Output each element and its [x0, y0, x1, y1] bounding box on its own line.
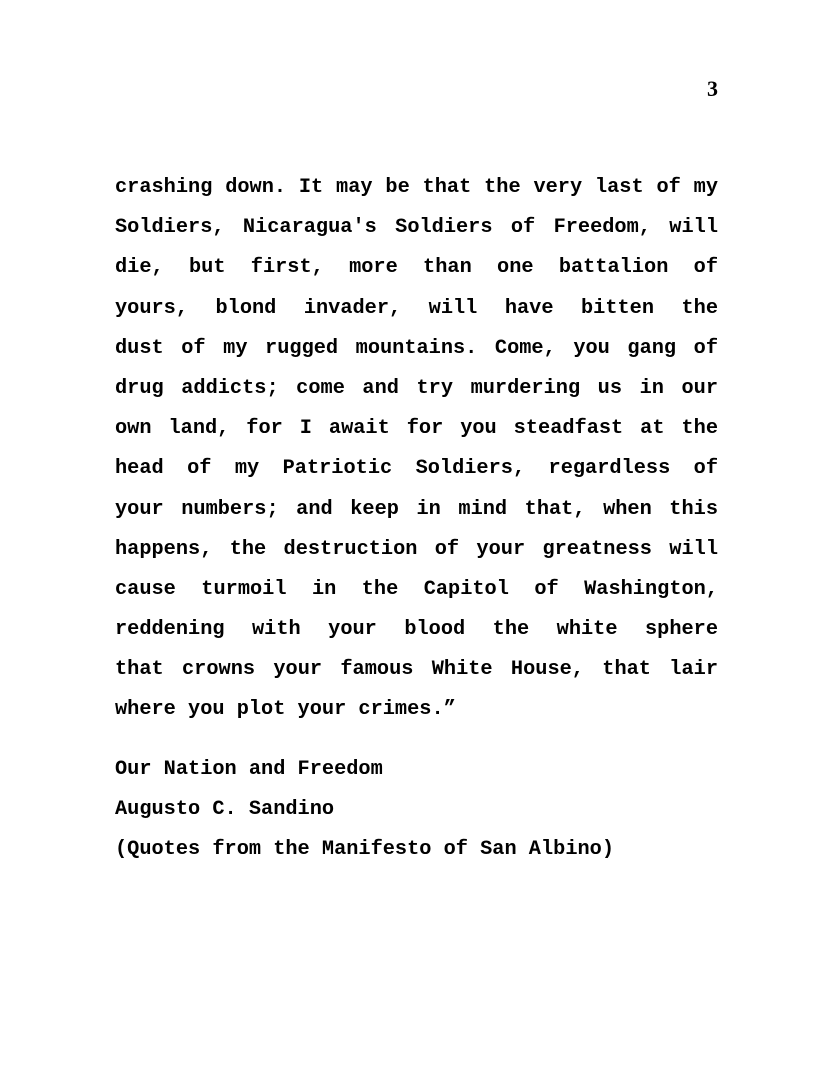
text-line: die, but first, more than one battalion of: [115, 256, 718, 280]
text-line: reddening with your blood the white sphere: [115, 618, 718, 642]
text-line: yours, blond invader, will have bitten the: [115, 296, 718, 320]
text-line: that crowns your famous White House, that lair: [115, 658, 718, 682]
text-line: crashing down. It may be that the very last of my: [115, 176, 718, 199]
text-line: your numbers; and keep in mind that, when this: [115, 497, 718, 521]
quote-body: [115, 168, 718, 731]
text-line: cause turmoil in the Capitol of Washington,: [115, 577, 718, 601]
text-line: happens, the destruction of your greatness will: [115, 537, 718, 561]
signature-source: (Quotes from the Manifesto of San Albino): [115, 838, 614, 862]
signature-title: Our Nation and Freedom: [115, 758, 383, 781]
signature-block: [115, 750, 614, 871]
text-line: Soldiers, Nicaragua's Soldiers of Freedom, will: [115, 216, 718, 240]
text-line: drug addicts; come and try murdering us in our: [115, 376, 718, 400]
text-line: head of my Patriotic Soldiers, regardless of: [115, 457, 718, 481]
signature-author: Augusto C. Sandino: [115, 798, 335, 822]
page-number: 3: [707, 76, 718, 101]
text-line: where you plot your crimes.”: [115, 698, 456, 722]
text-line: own land, for I await for you steadfast at the: [115, 417, 718, 441]
text-line: dust of my rugged mountains. Come, you gang of: [115, 336, 718, 360]
